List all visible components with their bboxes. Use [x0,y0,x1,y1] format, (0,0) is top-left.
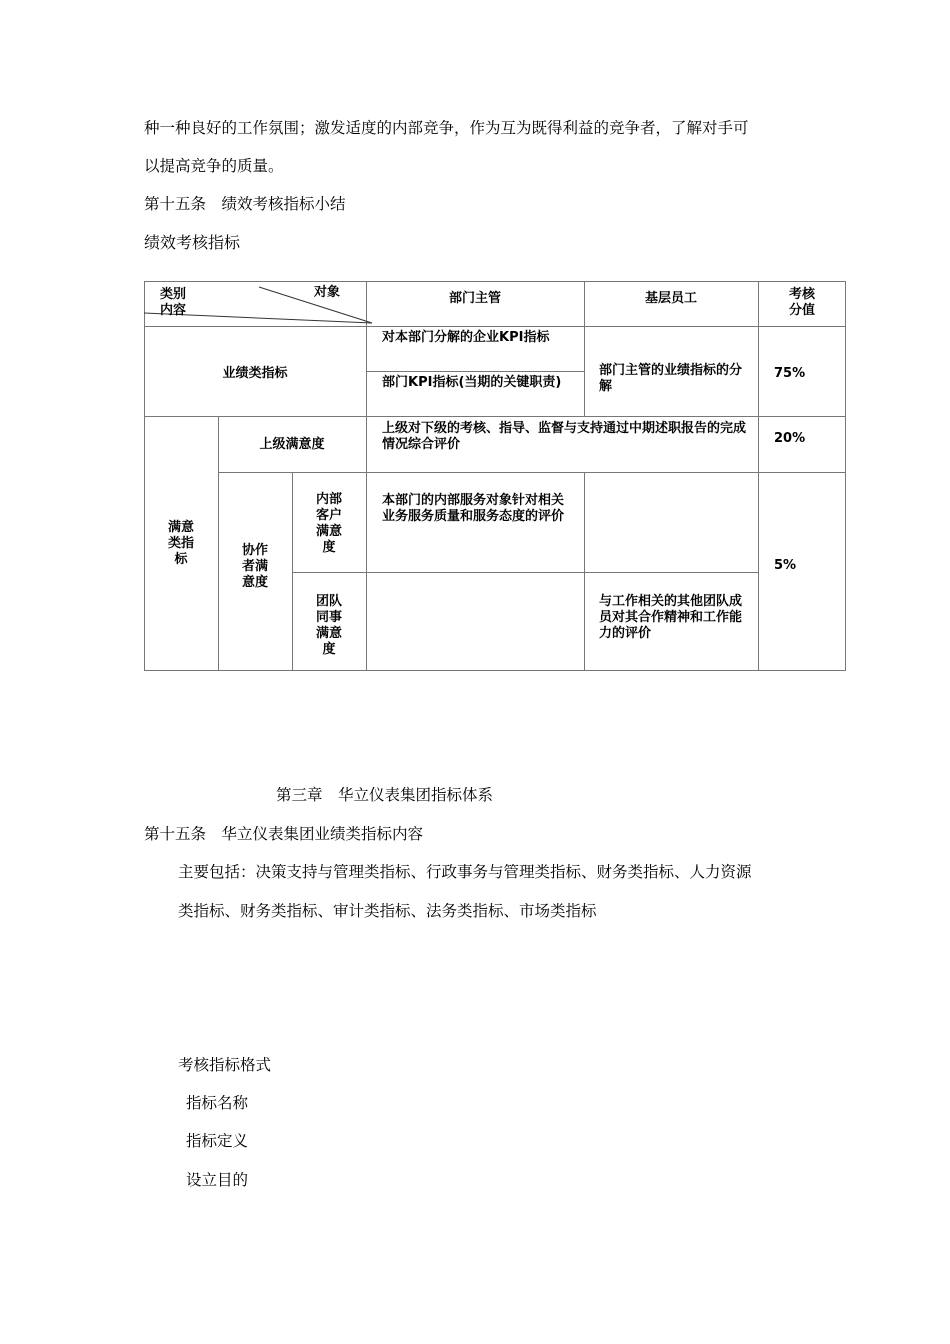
coop-sat-label: 协作 者满 意度 [241,543,268,590]
header-manager: 部门主管 [448,291,501,306]
internal-customer-label: 内部 客户 满意 度 [315,492,342,555]
team-peer-desc: 与工作相关的其他团队成员对其合作精神和工作能力的评价 [599,594,743,641]
paragraph-line: 类指标、财务类指标、审计类指标、法务类指标、市场类指标 [178,902,597,920]
performance-index-table [144,281,846,671]
chapter-title: 第三章 华立仪表集团指标体系 [276,786,494,804]
table-caption: 绩效考核指标 [144,233,241,252]
article-heading: 第十五条 华立仪表集团业绩类指标内容 [144,825,424,843]
paragraph-line: 以提高竞争的质量。 [144,157,284,175]
format-item: 设立目的 [186,1171,249,1189]
coop-sat-score: 5% [774,558,797,573]
superior-sat-score: 20% [774,431,806,446]
format-item: 指标定义 [186,1132,249,1150]
paragraph-line: 种一种良好的工作氛围；激发适度的内部竞争，作为互为既得利益的竞争者，了解对手可 [144,119,749,137]
header-content-label: 内容 [160,303,187,318]
perf-staff-item: 部门主管的业绩指标的分解 [599,363,743,394]
perf-manager-item-2: 部门KPI指标(当期的关键职责) [382,375,562,390]
superior-sat-label: 上级满意度 [259,437,325,452]
team-peer-label: 团队 同事 满意 度 [315,594,342,657]
format-item: 指标名称 [186,1094,249,1112]
article-heading: 第十五条 绩效考核指标小结 [144,195,346,213]
format-title: 考核指标格式 [178,1056,272,1074]
sat-category-label: 满意 类指 标 [167,520,194,567]
superior-sat-desc: 上级对下级的考核、指导、监督与支持通过中期述职报告的完成情况综合评价 [382,421,747,452]
header-object-label: 对象 [314,285,341,300]
header-staff: 基层员工 [644,291,697,306]
paragraph-line: 主要包括：决策支持与管理类指标、行政事务与管理类指标、财务类指标、人力资源 [178,863,752,881]
perf-score: 75% [774,366,806,381]
perf-category-label: 业绩类指标 [222,366,288,381]
perf-manager-item-1: 对本部门分解的企业KPI指标 [382,330,550,345]
header-score: 考核 分值 [788,287,815,318]
header-category-label: 类别 [160,287,187,302]
internal-customer-desc: 本部门的内部服务对象针对相关业务服务质量和服务态度的评价 [382,493,565,524]
